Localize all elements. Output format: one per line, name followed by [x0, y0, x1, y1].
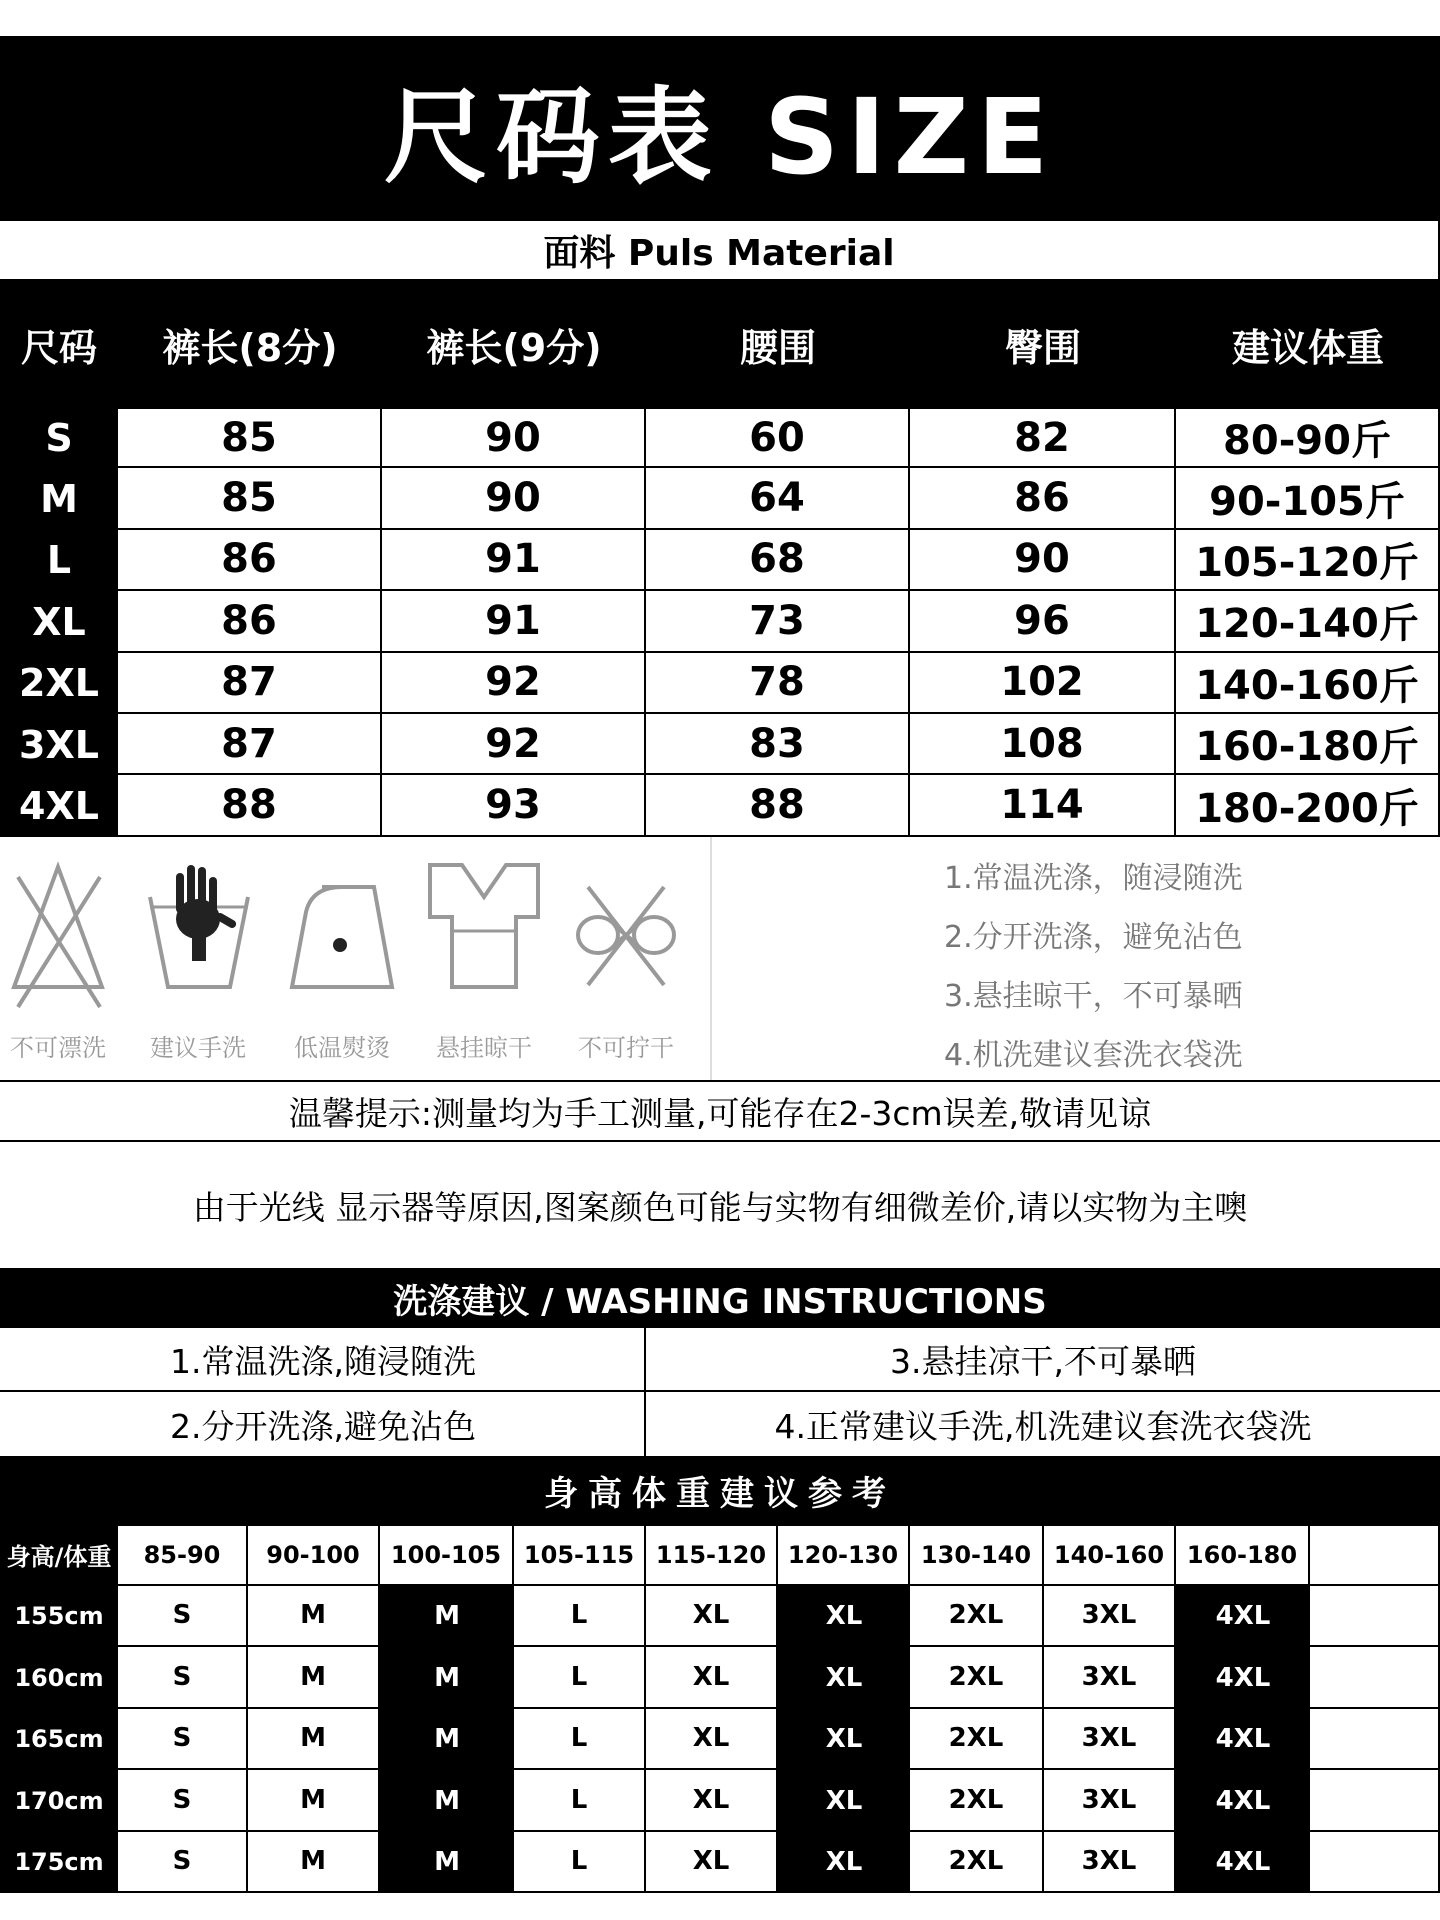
- size-cell: 85: [118, 407, 382, 468]
- size-cell: 64: [646, 468, 910, 529]
- reference-cell: [1310, 1770, 1440, 1832]
- weight-header: 160-180: [1176, 1524, 1310, 1586]
- size-cell: 87: [118, 714, 382, 775]
- size-cell: 90-105斤: [1176, 468, 1440, 529]
- care-icon-item: [140, 857, 256, 1067]
- size-cell: 108: [910, 714, 1176, 775]
- reference-header: [0, 1456, 1440, 1524]
- reference-cell: 3XL: [1044, 1709, 1176, 1771]
- size-cell: 87: [118, 653, 382, 714]
- reference-cell: S: [118, 1770, 248, 1832]
- size-table-header: 建议体重: [1176, 281, 1440, 407]
- color-tip: [0, 1142, 1440, 1268]
- reference-cell: XL: [778, 1709, 910, 1771]
- reference-cell: L: [514, 1770, 646, 1832]
- reference-cell: 2XL: [910, 1709, 1044, 1771]
- reference-cell: 4XL: [1176, 1832, 1310, 1894]
- height-label: 175cm: [0, 1832, 118, 1894]
- care-icon-label: 低温熨烫: [294, 1033, 390, 1062]
- size-table-header: 裤长(8分): [118, 281, 382, 407]
- color-tip-text: 由于光线 显示器等原因,图案颜色可能与实物有细微差价,请以实物为主噢: [192, 1187, 1248, 1227]
- reference-cell: 2XL: [910, 1770, 1044, 1832]
- reference-cell: L: [514, 1586, 646, 1648]
- reference-cell: S: [118, 1586, 248, 1648]
- care-icons-panel: [0, 837, 712, 1080]
- washing-item: 2.分开洗涤,避免沾色: [170, 1406, 476, 1446]
- reference-cell: [1310, 1709, 1440, 1771]
- reference-cell: M: [380, 1770, 514, 1832]
- size-cell: 86: [910, 468, 1176, 529]
- size-cell: 78: [646, 653, 910, 714]
- reference-corner: 身高/体重: [0, 1524, 118, 1586]
- reference-cell: [1310, 1586, 1440, 1648]
- reference-cell: 2XL: [910, 1832, 1044, 1894]
- size-cell: 90: [382, 407, 646, 468]
- material-label: 面料 Puls Material: [543, 232, 895, 274]
- weight-header: 140-160: [1044, 1524, 1176, 1586]
- reference-cell: M: [248, 1709, 380, 1771]
- care-section: [0, 837, 1440, 1082]
- weight-header: 90-100: [248, 1524, 380, 1586]
- reference-cell: 3XL: [1044, 1770, 1176, 1832]
- washing-item: 4.正常建议手洗,机洗建议套洗衣袋洗: [644, 1392, 1440, 1456]
- height-label: 165cm: [0, 1709, 118, 1771]
- care-icon-item: [0, 857, 116, 1067]
- size-cell: 60: [646, 407, 910, 468]
- size-cell: 88: [646, 775, 910, 836]
- weight-header: 100-105: [380, 1524, 514, 1586]
- size-cell: 180-200斤: [1176, 775, 1440, 836]
- reference-cell: L: [514, 1647, 646, 1709]
- reference-cell: 4XL: [1176, 1647, 1310, 1709]
- reference-cell: M: [248, 1770, 380, 1832]
- size-cell: 93: [382, 775, 646, 836]
- care-icon-item: [568, 857, 684, 1067]
- size-cell: 82: [910, 407, 1176, 468]
- measure-tip: [0, 1082, 1440, 1142]
- washing-item: 3.悬挂凉干,不可暴晒: [644, 1328, 1440, 1392]
- hang-dry-icon: [426, 857, 542, 1017]
- reference-cell: S: [118, 1647, 248, 1709]
- material-row: [0, 219, 1440, 281]
- size-label: M: [0, 468, 118, 529]
- care-icon-item: [426, 857, 542, 1067]
- reference-title: 身高体重建议参考: [544, 1473, 896, 1514]
- size-cell: 91: [382, 591, 646, 652]
- care-note: 2.分开洗涤，避免沾色: [944, 920, 1243, 955]
- care-icon-label: 建议手洗: [150, 1033, 246, 1062]
- size-table-header: 臀围: [910, 281, 1176, 407]
- size-table-header: 腰围: [646, 281, 910, 407]
- size-label: 4XL: [0, 775, 118, 836]
- size-cell: 86: [118, 530, 382, 591]
- size-cell: 105-120斤: [1176, 530, 1440, 591]
- reference-cell: M: [380, 1586, 514, 1648]
- reference-cell: S: [118, 1709, 248, 1771]
- reference-cell: 3XL: [1044, 1647, 1176, 1709]
- reference-cell: S: [118, 1832, 248, 1894]
- reference-cell: M: [380, 1709, 514, 1771]
- care-note: 4.机洗建议套洗衣袋洗: [944, 1038, 1243, 1073]
- size-cell: 90: [910, 530, 1176, 591]
- washing-title: 洗涤建议 / WASHING INSTRUCTIONS: [393, 1281, 1047, 1322]
- size-table-header: 裤长(9分): [382, 281, 646, 407]
- size-cell: 73: [646, 591, 910, 652]
- reference-cell: XL: [778, 1647, 910, 1709]
- reference-cell: XL: [646, 1709, 778, 1771]
- weight-header: 105-115: [514, 1524, 646, 1586]
- reference-cell: L: [514, 1832, 646, 1894]
- reference-cell: M: [248, 1647, 380, 1709]
- size-label: L: [0, 530, 118, 591]
- reference-cell: [1310, 1832, 1440, 1894]
- weight-header: 85-90: [118, 1524, 248, 1586]
- size-cell: 86: [118, 591, 382, 652]
- care-icon-label: 不可漂洗: [10, 1033, 106, 1062]
- size-label: 3XL: [0, 714, 118, 775]
- reference-cell: M: [248, 1832, 380, 1894]
- size-cell: 160-180斤: [1176, 714, 1440, 775]
- reference-cell: 2XL: [910, 1586, 1044, 1648]
- washing-grid: [0, 1328, 1440, 1456]
- size-cell: 80-90斤: [1176, 407, 1440, 468]
- size-cell: 96: [910, 591, 1176, 652]
- size-cell: 85: [118, 468, 382, 529]
- washing-header: [0, 1268, 1440, 1328]
- hand-wash-icon: [140, 857, 256, 1017]
- height-label: 160cm: [0, 1647, 118, 1709]
- reference-cell: XL: [646, 1770, 778, 1832]
- reference-cell: XL: [646, 1586, 778, 1648]
- reference-cell: 4XL: [1176, 1586, 1310, 1648]
- height-label: 170cm: [0, 1770, 118, 1832]
- no-wring-icon: [568, 857, 684, 1017]
- reference-cell: XL: [778, 1832, 910, 1894]
- size-label: S: [0, 407, 118, 468]
- size-label: XL: [0, 591, 118, 652]
- page-title: 尺码表 SIZE: [383, 75, 1057, 198]
- size-cell: 83: [646, 714, 910, 775]
- reference-cell: XL: [778, 1770, 910, 1832]
- care-icon-label: 不可拧干: [578, 1033, 674, 1062]
- reference-cell: M: [380, 1647, 514, 1709]
- reference-cell: 2XL: [910, 1647, 1044, 1709]
- washing-item: 1.常温洗涤,随浸随洗: [0, 1328, 646, 1392]
- size-table-header: 尺码: [0, 281, 118, 407]
- low-iron-icon: [282, 857, 402, 1017]
- weight-header: [1310, 1524, 1440, 1586]
- reference-cell: [1310, 1647, 1440, 1709]
- weight-header: 130-140: [910, 1524, 1044, 1586]
- care-note: 1.常温洗涤，随浸随洗: [944, 861, 1243, 896]
- measure-tip-text: 温馨提示:测量均为手工测量,可能存在2-3cm误差,敬请见谅: [288, 1093, 1152, 1133]
- reference-cell: 3XL: [1044, 1832, 1176, 1894]
- size-cell: 91: [382, 530, 646, 591]
- size-cell: 92: [382, 714, 646, 775]
- reference-table: [0, 1524, 1440, 1894]
- reference-cell: 4XL: [1176, 1770, 1310, 1832]
- size-cell: 90: [382, 468, 646, 529]
- weight-header: 120-130: [778, 1524, 910, 1586]
- size-cell: 102: [910, 653, 1176, 714]
- size-cell: 88: [118, 775, 382, 836]
- size-cell: 114: [910, 775, 1176, 836]
- reference-cell: XL: [646, 1647, 778, 1709]
- size-cell: 120-140斤: [1176, 591, 1440, 652]
- care-note: 3.悬挂晾干，不可暴晒: [944, 979, 1243, 1014]
- size-cell: 140-160斤: [1176, 653, 1440, 714]
- care-notes: [944, 849, 1424, 1077]
- reference-cell: 3XL: [1044, 1586, 1176, 1648]
- reference-cell: XL: [778, 1586, 910, 1648]
- reference-cell: M: [380, 1832, 514, 1894]
- size-table: [0, 281, 1440, 837]
- care-icon-item: [282, 857, 402, 1067]
- size-label: 2XL: [0, 653, 118, 714]
- reference-cell: XL: [646, 1832, 778, 1894]
- care-icon-label: 悬挂晾干: [436, 1033, 532, 1062]
- height-label: 155cm: [0, 1586, 118, 1648]
- reference-cell: L: [514, 1709, 646, 1771]
- title-banner: [0, 36, 1440, 219]
- reference-cell: M: [248, 1586, 380, 1648]
- no-bleach-icon: [0, 857, 116, 1017]
- size-cell: 92: [382, 653, 646, 714]
- size-cell: 68: [646, 530, 910, 591]
- weight-header: 115-120: [646, 1524, 778, 1586]
- reference-cell: 4XL: [1176, 1709, 1310, 1771]
